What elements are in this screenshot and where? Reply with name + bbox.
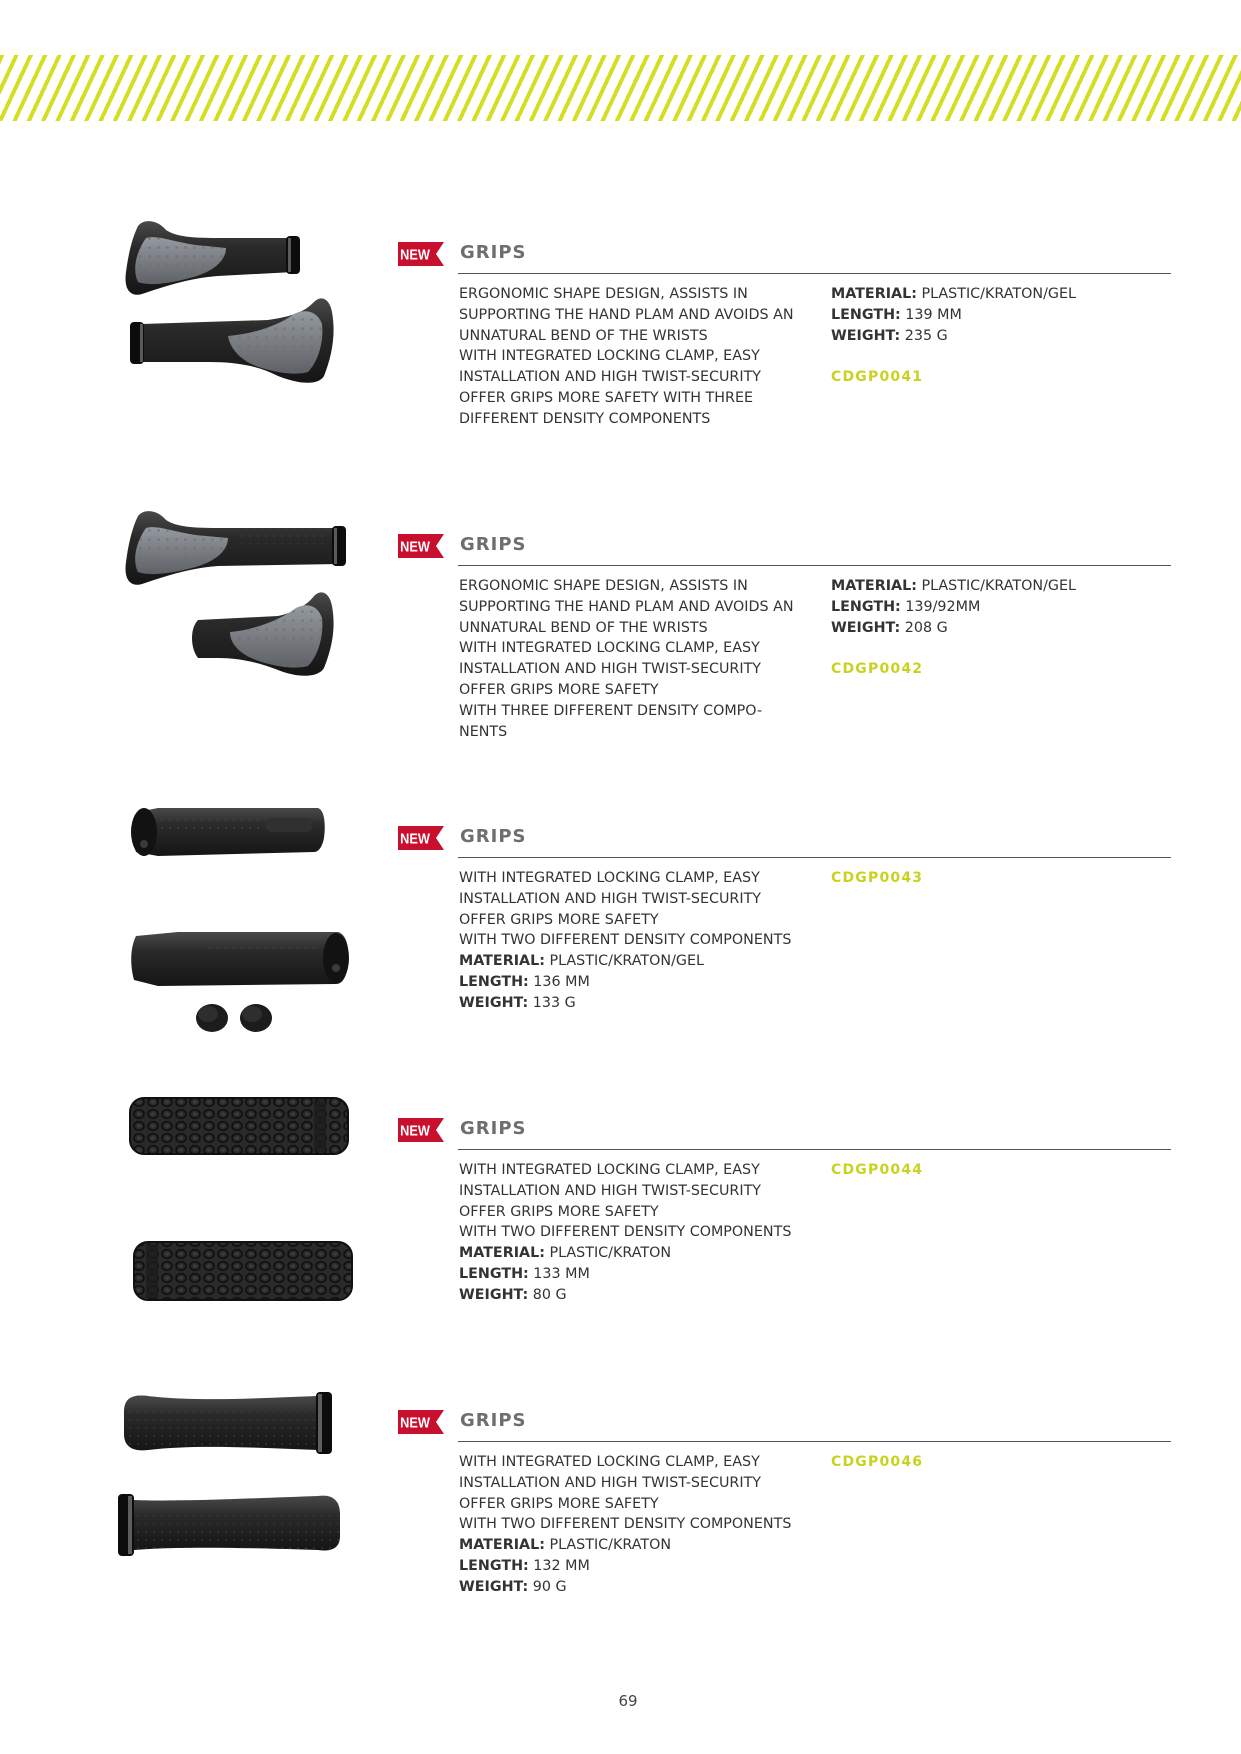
spec-label: LENGTH:	[831, 306, 901, 323]
product-code: CDGP0044	[831, 1162, 924, 1178]
spec-label: LENGTH:	[459, 973, 529, 990]
header-stripe-band	[0, 55, 1241, 121]
description-line: OFFER GRIPS MORE SAFETY	[459, 1495, 659, 1512]
textured-lock-on-grips-icon	[118, 1092, 388, 1332]
spec-value: 132 MM	[528, 1557, 590, 1574]
product-title: GRIPS	[460, 534, 527, 555]
spec-label: WEIGHT:	[459, 1286, 529, 1303]
spec-weight	[831, 618, 1161, 639]
description-line: NENTS	[459, 723, 508, 740]
spec-weight	[831, 326, 1161, 347]
product-card	[0, 800, 1241, 1070]
spec-value: PLASTIC/KRATON/GEL	[916, 286, 1076, 302]
description-line: WITH THREE DIFFERENT DENSITY COMPO-	[459, 702, 763, 719]
spec-value: 90 G	[528, 1578, 567, 1595]
spec-material	[459, 1535, 819, 1556]
spec-label: MATERIAL:	[459, 953, 545, 970]
product-description	[459, 576, 819, 742]
product-code: CDGP0042	[831, 661, 924, 678]
title-divider	[458, 273, 1171, 274]
description-line: SUPPORTING THE HAND PLAM AND AVOIDS AN	[459, 598, 794, 615]
spec-weight	[459, 993, 819, 1014]
spec-label: MATERIAL:	[459, 1537, 545, 1554]
spec-length	[459, 972, 819, 993]
spec-label: MATERIAL:	[459, 1245, 545, 1262]
description-line: WITH INTEGRATED LOCKING CLAMP, EASY	[459, 1162, 760, 1178]
new-badge-label: NEW	[400, 1121, 430, 1139]
title-divider	[458, 857, 1171, 858]
spec-value: 133 MM	[528, 1265, 590, 1282]
description-line: UNNATURAL BEND OF THE WRISTS	[459, 327, 708, 344]
description-line: WITH INTEGRATED LOCKING CLAMP, EASY	[459, 640, 760, 657]
product-specs	[831, 1452, 1161, 1473]
spec-material	[459, 1243, 819, 1264]
product-card	[0, 508, 1241, 778]
product-specs	[831, 1160, 1161, 1181]
new-badge	[398, 534, 444, 558]
new-badge	[398, 242, 444, 266]
new-badge-label: NEW	[400, 245, 430, 263]
description-line: INSTALLATION AND HIGH TWIST-SECURITY	[459, 1182, 762, 1199]
page-number: 69	[618, 1692, 638, 1710]
description-line: WITH TWO DIFFERENT DENSITY COMPONENTS	[459, 932, 792, 949]
spec-value: 133 G	[528, 994, 576, 1011]
spec-length	[459, 1556, 819, 1577]
spec-label: WEIGHT:	[459, 994, 529, 1011]
product-code: CDGP0046	[831, 1454, 924, 1470]
description-line: UNNATURAL BEND OF THE WRISTS	[459, 619, 708, 636]
product-card	[0, 216, 1241, 486]
spec-value: PLASTIC/KRATON	[544, 1537, 672, 1554]
description-line: WITH INTEGRATED LOCKING CLAMP, EASY	[459, 348, 760, 365]
description-line: ERGONOMIC SHAPE DESIGN, ASSISTS IN	[459, 578, 748, 594]
spec-value: 208 G	[900, 619, 948, 636]
spec-value: PLASTIC/KRATON	[544, 1245, 672, 1262]
spec-value: 80 G	[528, 1286, 567, 1303]
description-line: SUPPORTING THE HAND PLAM AND AVOIDS AN	[459, 306, 794, 323]
spec-label: MATERIAL:	[831, 286, 917, 302]
title-divider	[458, 1441, 1171, 1442]
description-line: OFFER GRIPS MORE SAFETY	[459, 681, 659, 698]
spec-value: PLASTIC/KRATON/GEL	[916, 578, 1076, 594]
new-badge	[398, 1410, 444, 1434]
product-description	[459, 1452, 819, 1598]
description-line: OFFER GRIPS MORE SAFETY WITH THREE	[459, 389, 754, 406]
new-badge-label: NEW	[400, 1413, 430, 1431]
spec-label: WEIGHT:	[831, 619, 901, 636]
new-badge	[398, 1118, 444, 1142]
foam-style-lock-on-grips-icon	[118, 1384, 388, 1624]
product-code: CDGP0043	[831, 870, 924, 886]
description-line: WITH TWO DIFFERENT DENSITY COMPONENTS	[459, 1224, 792, 1241]
description-line: OFFER GRIPS MORE SAFETY	[459, 1203, 659, 1220]
product-description	[459, 868, 819, 1014]
product-title: GRIPS	[460, 1410, 527, 1431]
spec-label: WEIGHT:	[459, 1578, 529, 1595]
title-divider	[458, 565, 1171, 566]
product-card	[0, 1092, 1241, 1362]
product-specs	[831, 576, 1161, 680]
description-line: WITH INTEGRATED LOCKING CLAMP, EASY	[459, 870, 760, 886]
product-specs	[831, 868, 1161, 889]
spec-value: 139 MM	[900, 306, 962, 323]
spec-label: LENGTH:	[459, 1557, 529, 1574]
product-specs	[831, 284, 1161, 388]
spec-label: WEIGHT:	[831, 327, 901, 344]
new-badge	[398, 826, 444, 850]
spec-material	[459, 951, 819, 972]
description-line: WITH INTEGRATED LOCKING CLAMP, EASY	[459, 1454, 760, 1470]
product-title: GRIPS	[460, 242, 527, 263]
product-description	[459, 1160, 819, 1306]
lock-on-grips-with-end-caps-icon	[118, 800, 388, 1040]
spec-weight	[459, 1285, 819, 1306]
spec-value: PLASTIC/KRATON/GEL	[544, 953, 704, 970]
description-line: OFFER GRIPS MORE SAFETY	[459, 911, 659, 928]
new-badge-label: NEW	[400, 829, 430, 847]
description-line: INSTALLATION AND HIGH TWIST-SECURITY	[459, 890, 762, 907]
spec-material	[831, 284, 1161, 305]
product-card	[0, 1384, 1241, 1654]
spec-length	[831, 305, 1161, 326]
new-badge-label: NEW	[400, 537, 430, 555]
ergonomic-grips-pair-icon	[118, 216, 388, 456]
title-divider	[458, 1149, 1171, 1150]
description-line: DIFFERENT DENSITY COMPONENTS	[459, 410, 711, 427]
spec-value: 235 G	[900, 327, 948, 344]
spec-value: 136 MM	[528, 973, 590, 990]
product-code: CDGP0041	[831, 369, 924, 386]
product-description	[459, 284, 819, 430]
description-line: INSTALLATION AND HIGH TWIST-SECURITY	[459, 1474, 762, 1491]
product-title: GRIPS	[460, 826, 527, 847]
description-line: WITH TWO DIFFERENT DENSITY COMPONENTS	[459, 1516, 792, 1533]
spec-weight	[459, 1577, 819, 1598]
spec-material	[831, 576, 1161, 597]
description-line: INSTALLATION AND HIGH TWIST-SECURITY	[459, 661, 762, 678]
spec-label: LENGTH:	[459, 1265, 529, 1282]
description-line: ERGONOMIC SHAPE DESIGN, ASSISTS IN	[459, 286, 748, 302]
spec-length	[459, 1264, 819, 1285]
spec-label: LENGTH:	[831, 598, 901, 615]
spec-label: MATERIAL:	[831, 578, 917, 594]
ergonomic-grips-pair-short-icon	[118, 508, 388, 748]
description-line: INSTALLATION AND HIGH TWIST-SECURITY	[459, 369, 762, 386]
product-title: GRIPS	[460, 1118, 527, 1139]
spec-length	[831, 597, 1161, 618]
spec-value: 139/92MM	[900, 598, 981, 615]
